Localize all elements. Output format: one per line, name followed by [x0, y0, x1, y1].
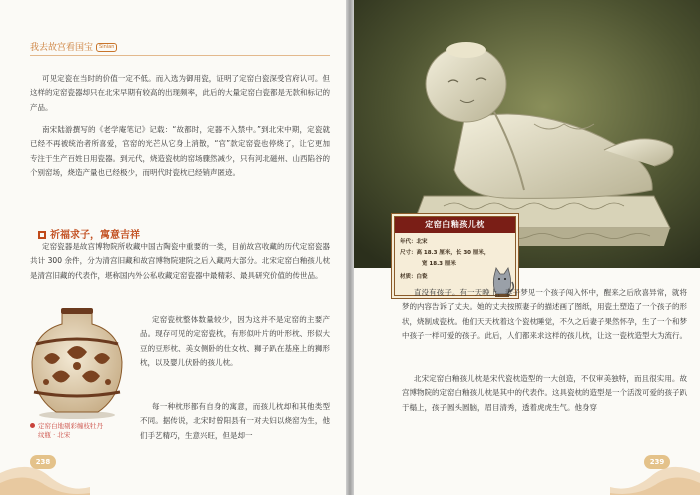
left-page: [0, 0, 346, 495]
page-number-right: 239: [644, 455, 670, 469]
figure-caption: [30, 422, 103, 440]
plate-size-width: 宽 18.3 厘米: [422, 261, 456, 267]
paragraph-6: 直没有孩子。有一天晚上，妻子梦见一个孩子闯入怀中，醒来之后欣喜异常，就将梦的内容告诉了丈夫。她的丈夫按照妻子的描述画了图纸，用瓷土塑造了一个孩子的形状，烧制成瓷枕。他们天天枕着这个瓷枕睡觉，不久之后妻子果然怀孕，生了一个和梦中孩子一样可爱的孩子。此后，人们都来求这样的孩儿枕，让这一瓷枕造型大为流行。: [402, 288, 687, 341]
section-heading: [38, 226, 140, 241]
book-gutter: [346, 0, 354, 495]
paragraph-3: 定窑瓷器是故宫博物院所收藏中国古陶瓷中重要的一类，目前故宫收藏的历代定窑瓷器共计 300 余件，分为清宫旧藏和故宫博物院建院之后入藏两大部分。北宋定窑白釉孩儿枕是清宫旧藏的代表作，堪称国内外公私收藏定窑瓷器中最精彩、最具研究价值的传世品。: [30, 242, 330, 280]
header-rule: [30, 55, 330, 56]
figure-caption-line-1: 定窑白地剔彩缠枝牡丹: [30, 422, 103, 431]
plate-period: 年代：北宋: [400, 239, 428, 245]
plate-title: 定窑白釉孩儿枕: [395, 217, 515, 233]
right-page: [354, 0, 700, 495]
paragraph-2: 南宋陆游撰写的《老学庵笔记》记载：“故都时，定器不入禁中。”到北宋中期，定瓷就已经不再被统治者所喜爱，官窑的光芒从它身上消散，“官”款定窑瓷也停烧了，让它更加专注于生产百姓日用瓷器。到元代，烧造瓷枕的窑场骤然减少，只有河北磁州、山西陷谷的个别窑场，烧造产量也已经极少，而明代时瓷枕已经销声匿迹。: [30, 125, 330, 178]
paragraph-1: 可见定瓷在当时的价值一定不低。而入选为御用瓷，证明了定窑白瓷深受官府认可。但这样的定窑瓷器却只在北宋早期有较高的出现频率，此后的大量定窑白瓷都是无款和标记的产品。: [30, 74, 330, 112]
plate-size: 尺寸：高 18.3 厘米，长 30 厘米，: [400, 250, 490, 256]
vase-figure-image: [22, 300, 132, 420]
running-header: [30, 40, 117, 53]
header-badge: Sinian: [96, 43, 117, 52]
figure-caption-line-2: 纹瓶 · 北宋: [38, 431, 71, 439]
header-title: 我去故宫看国宝: [30, 43, 94, 53]
section-bullet-icon: [38, 231, 46, 239]
paragraph-4: 定窑瓷枕整体数量较少，因为这并不是定窑的主要产品。现存可见的定窑瓷枕，有形似叶片的叶形枕、形似大豆的豆形枕、美女侧卧的仕女枕、狮子趴在基座上的狮形枕，以及婴儿伏卧的孩儿枕。: [140, 315, 330, 368]
plate-material: 材质：白瓷: [400, 274, 428, 280]
caption-dot-icon: [30, 423, 35, 428]
paragraph-5: 每一种枕形都有自身的寓意，而孩儿枕却和其他类型不同。据传说，北宋时曾阳县有一对夫妇以烧窑为生，他们手艺精巧，生意兴旺，但是却一: [140, 402, 330, 440]
paragraph-7: 北宋定窑白釉孩儿枕是宋代瓷枕造型的一大创造，不仅审美独特，而且很实用。故宫博物院的定窑白釉孩儿枕是其中的代表作。这具瓷枕的造型是一个活泼可爱的孩子趴于榻上，孩子圆头圆脑，眉目清秀，透着虎虎生气。他身穿: [402, 374, 687, 412]
page-number-left: 238: [30, 455, 56, 469]
section-title: 祈福求子，寓意吉祥: [50, 230, 140, 241]
